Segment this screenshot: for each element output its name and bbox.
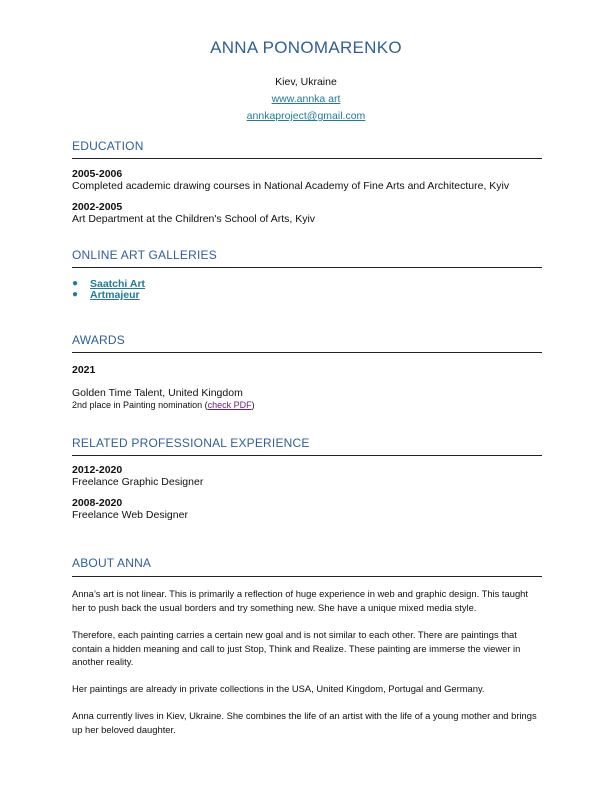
awards-heading: AWARDS (72, 333, 125, 347)
bullet-icon: ● (72, 278, 79, 289)
education-text-1: Completed academic drawing courses in National Academy of Fine Arts and Architecture, Kyiv (72, 180, 510, 192)
website-row (0, 93, 612, 105)
education-years-1: 2005-2006 (72, 168, 123, 180)
education-text-2: Art Department at the Children's School of Arts, Kyiv (72, 213, 316, 225)
experience-years-2: 2008-2020 (72, 497, 123, 509)
award-title: Golden Time Talent, United Kingdom (72, 387, 243, 399)
education-divider (72, 158, 542, 159)
bullet-icon: ● (72, 289, 79, 300)
experience-heading: RELATED PROFESSIONAL EXPERIENCE (72, 436, 310, 450)
about-divider (72, 576, 542, 577)
check-pdf-link[interactable]: check PDF (207, 400, 252, 410)
gallery-link-saatchi[interactable]: Saatchi Art (90, 278, 146, 290)
galleries-divider (72, 267, 542, 268)
email-link[interactable]: annkaproject@gmail.com (246, 110, 366, 122)
education-heading: EDUCATION (72, 139, 144, 153)
award-year: 2021 (72, 364, 96, 376)
person-name: ANNA PONOMARENKO (210, 38, 402, 57)
award-detail (72, 400, 255, 410)
experience-text-1: Freelance Graphic Designer (72, 476, 204, 488)
experience-text-2: Freelance Web Designer (72, 509, 188, 521)
about-paragraph-4: Anna currently lives in Kiev, Ukraine. She combines the life of an artist with the life of a young mother and brings up her beloved daughter. (72, 710, 537, 735)
about-paragraph-3: Her paintings are already in private collections in the USA, United Kingdom, Portugal and Germany. (72, 683, 485, 694)
galleries-heading: ONLINE ART GALLERIES (72, 248, 217, 262)
award-detail-prefix: 2nd place in Painting nomination ( (72, 400, 208, 410)
email-row (0, 110, 612, 122)
location: Kiev, Ukraine (275, 76, 337, 88)
about-paragraph-1: Anna’s art is not linear. This is primarily a reflection of huge experience in web and graphic design. This taught her to push back the usual borders and try something new. She have a unique mixed media style. (72, 588, 528, 613)
experience-years-1: 2012-2020 (72, 464, 123, 476)
about-heading: ABOUT ANNA (72, 556, 152, 570)
experience-divider (72, 455, 542, 456)
website-link[interactable]: www.annka art (271, 93, 341, 105)
awards-divider (72, 352, 542, 353)
award-detail-suffix: ) (251, 400, 255, 410)
gallery-link-artmajeur[interactable]: Artmajeur (90, 289, 140, 301)
education-years-2: 2002-2005 (72, 201, 123, 213)
about-paragraph-2: Therefore, each painting carries a certain new goal and is not similar to each other. There are paintings that contain a hidden meaning and call to just Stop, Think and Realize. These painting are immerse the viewer in another reality. (72, 629, 521, 667)
